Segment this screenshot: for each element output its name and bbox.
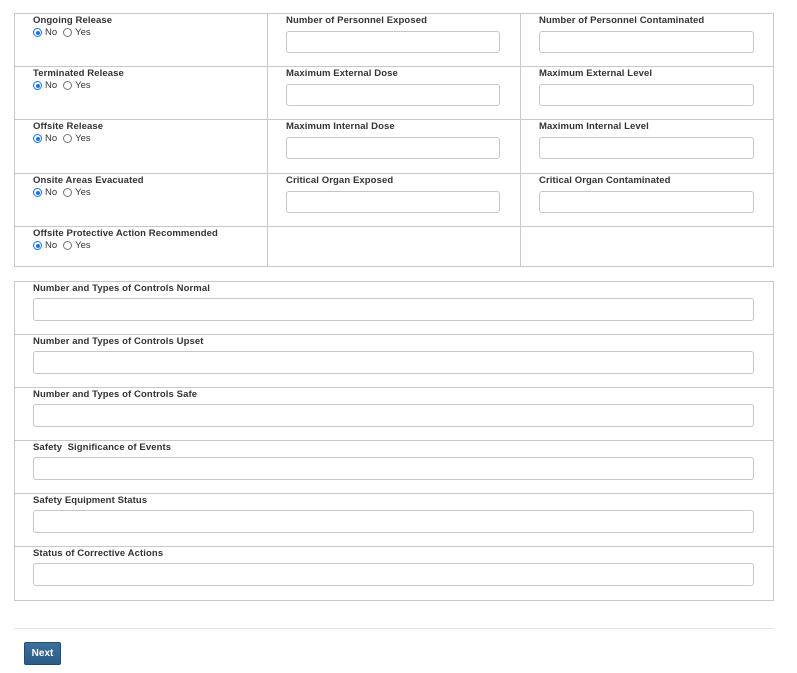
onsite-evacuated-yes-radio[interactable] bbox=[63, 188, 72, 197]
critical-organ-contaminated-input[interactable] bbox=[539, 191, 754, 213]
safety-significance-label: Safety Significance of Events bbox=[33, 442, 172, 453]
offsite-protective-action-yes-radio[interactable] bbox=[63, 241, 72, 250]
ongoing-release-radio-group bbox=[33, 27, 97, 38]
max-internal-dose-cell bbox=[268, 120, 521, 174]
offsite-release-no-radio[interactable] bbox=[33, 134, 42, 143]
safety-equipment-status-input[interactable] bbox=[33, 510, 754, 533]
max-internal-level-label: Maximum Internal Level bbox=[539, 121, 649, 132]
terminated-release-cell bbox=[15, 67, 268, 120]
personnel-exposed-label: Number of Personnel Exposed bbox=[286, 15, 428, 26]
offsite-protective-action-label: Offsite Protective Action Recommended bbox=[33, 228, 218, 239]
controls-upset-row bbox=[15, 335, 773, 388]
max-external-dose-cell bbox=[268, 67, 521, 120]
empty-cell bbox=[521, 227, 773, 266]
ongoing-release-label: Ongoing Release bbox=[33, 15, 113, 26]
controls-safe-row bbox=[15, 388, 773, 441]
max-external-dose-input[interactable] bbox=[286, 84, 500, 106]
corrective-actions-input[interactable] bbox=[33, 563, 754, 586]
personnel-contaminated-input[interactable] bbox=[539, 31, 754, 53]
safety-significance-row bbox=[15, 441, 773, 494]
radio-label-yes: Yes bbox=[75, 240, 91, 251]
critical-organ-exposed-cell bbox=[268, 174, 521, 227]
radio-label-no: No bbox=[45, 240, 58, 251]
controls-safe-label: Number and Types of Controls Safe bbox=[33, 389, 198, 400]
controls-safe-input[interactable] bbox=[33, 404, 754, 427]
controls-table bbox=[14, 281, 774, 601]
personnel-contaminated-cell bbox=[521, 14, 773, 67]
max-external-level-input[interactable] bbox=[539, 84, 754, 106]
ongoing-release-cell bbox=[15, 14, 268, 67]
radio-label-yes: Yes bbox=[75, 80, 91, 91]
offsite-protective-action-no-radio[interactable] bbox=[33, 241, 42, 250]
critical-organ-contaminated-label: Critical Organ Contaminated bbox=[539, 175, 671, 186]
max-internal-level-cell bbox=[521, 120, 773, 174]
ongoing-release-yes-radio[interactable] bbox=[63, 28, 72, 37]
terminated-release-yes-radio[interactable] bbox=[63, 81, 72, 90]
offsite-release-label: Offsite Release bbox=[33, 121, 104, 132]
empty-cell bbox=[268, 227, 521, 266]
corrective-actions-row bbox=[15, 547, 773, 600]
safety-significance-input[interactable] bbox=[33, 457, 754, 480]
critical-organ-contaminated-cell bbox=[521, 174, 773, 227]
radio-label-yes: Yes bbox=[75, 133, 91, 144]
next-button[interactable]: Next bbox=[24, 642, 61, 665]
radio-label-yes: Yes bbox=[75, 27, 91, 38]
onsite-evacuated-cell bbox=[15, 174, 268, 227]
personnel-exposed-input[interactable] bbox=[286, 31, 500, 53]
corrective-actions-label: Status of Corrective Actions bbox=[33, 548, 164, 559]
personnel-contaminated-label: Number of Personnel Contaminated bbox=[539, 15, 705, 26]
radio-label-no: No bbox=[45, 187, 58, 198]
personnel-exposed-cell bbox=[268, 14, 521, 67]
onsite-evacuated-label: Onsite Areas Evacuated bbox=[33, 175, 144, 186]
max-internal-dose-input[interactable] bbox=[286, 137, 500, 159]
controls-normal-input[interactable] bbox=[33, 298, 754, 321]
max-external-level-label: Maximum External Level bbox=[539, 68, 653, 79]
safety-equipment-status-label: Safety Equipment Status bbox=[33, 495, 148, 506]
controls-normal-row bbox=[15, 282, 773, 335]
controls-upset-input[interactable] bbox=[33, 351, 754, 374]
critical-organ-exposed-input[interactable] bbox=[286, 191, 500, 213]
controls-normal-label: Number and Types of Controls Normal bbox=[33, 283, 210, 294]
radio-label-no: No bbox=[45, 80, 58, 91]
ongoing-release-no-radio[interactable] bbox=[33, 28, 42, 37]
radio-label-yes: Yes bbox=[75, 187, 91, 198]
onsite-evacuated-no-radio[interactable] bbox=[33, 188, 42, 197]
offsite-release-cell bbox=[15, 120, 268, 174]
max-internal-dose-label: Maximum Internal Dose bbox=[286, 121, 395, 132]
release-details-table bbox=[14, 13, 774, 267]
max-external-dose-label: Maximum External Dose bbox=[286, 68, 398, 79]
offsite-protective-action-radio-group bbox=[33, 240, 97, 251]
radio-label-no: No bbox=[45, 27, 58, 38]
critical-organ-exposed-label: Critical Organ Exposed bbox=[286, 175, 394, 186]
radio-label-no: No bbox=[45, 133, 58, 144]
max-external-level-cell bbox=[521, 67, 773, 120]
offsite-release-radio-group bbox=[33, 133, 97, 144]
controls-upset-label: Number and Types of Controls Upset bbox=[33, 336, 204, 347]
terminated-release-no-radio[interactable] bbox=[33, 81, 42, 90]
offsite-release-yes-radio[interactable] bbox=[63, 134, 72, 143]
divider bbox=[14, 628, 774, 629]
max-internal-level-input[interactable] bbox=[539, 137, 754, 159]
terminated-release-label: Terminated Release bbox=[33, 68, 124, 79]
terminated-release-radio-group bbox=[33, 80, 97, 91]
offsite-protective-action-cell bbox=[15, 227, 268, 266]
safety-equipment-status-row bbox=[15, 494, 773, 547]
onsite-evacuated-radio-group bbox=[33, 187, 97, 198]
